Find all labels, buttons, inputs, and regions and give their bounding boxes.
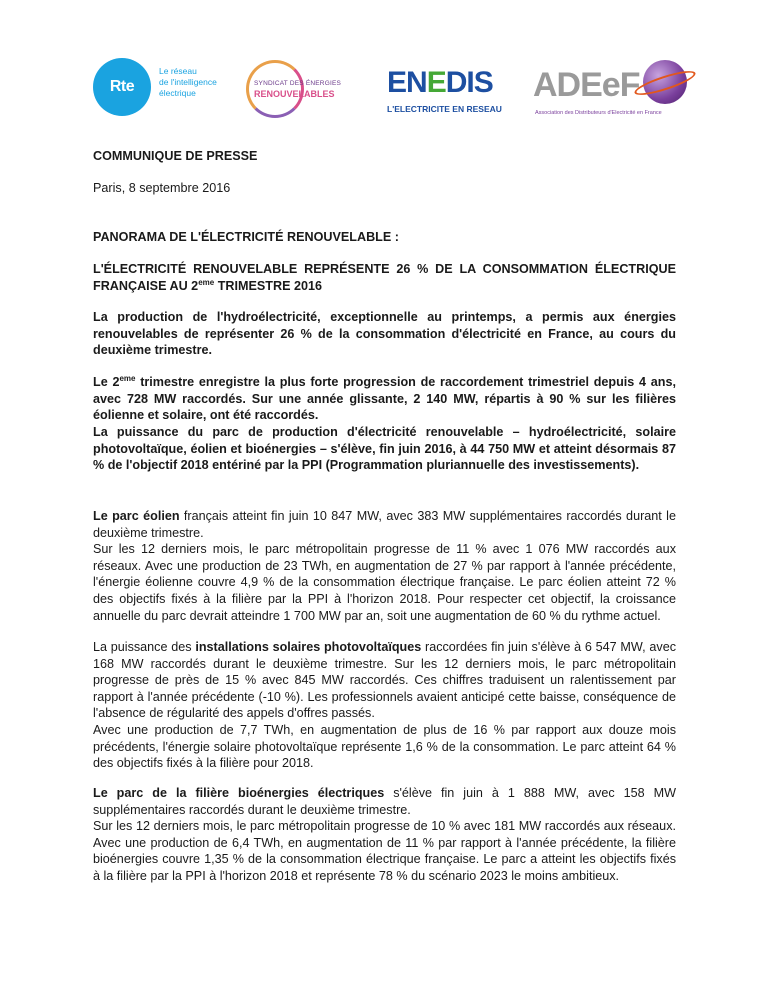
rte-logo bbox=[93, 58, 243, 122]
wind-intro-text: français atteint fin juin 10 847 MW, avec 383 MW supplémentaires raccordés durant le deuxième trimestre. bbox=[93, 509, 676, 540]
solar-intro-pre: La puissance des bbox=[93, 640, 196, 654]
solar-intro bbox=[93, 639, 676, 722]
rte-tagline-line: électrique bbox=[159, 88, 196, 98]
solar-details: Avec une production de 7,7 TWh, en augmentation de plus de 16 % par rapport aux douze mois précédents, l'énergie solaire photovoltaïque représente 1,6 % de la consommation. Le parc atteint 64 % des objectifs fixés à la filière pour 2018. bbox=[93, 722, 676, 771]
rte-tagline bbox=[159, 66, 217, 99]
highlight-superscript: eme bbox=[119, 374, 136, 383]
ser-logo bbox=[246, 60, 366, 120]
enedis-tagline: L'ELECTRICITE EN RESEAU bbox=[387, 104, 502, 114]
bioenergy-intro bbox=[93, 785, 676, 818]
bioenergy-intro-text: s'élève fin juin à 1 888 MW, avec 158 MW supplémentaires raccordés durant le deuxième trimestre. bbox=[93, 786, 676, 817]
highlight-paragraph bbox=[93, 374, 676, 424]
highlight-text-end: trimestre enregistre la plus forte progression de raccordement trimestriel depuis 4 ans, avec 728 MW raccordés. Sur une année glissante, 2 140 MW, répartis à 90 % sur les filières éolienne et solaire, ont été raccordés. bbox=[93, 375, 676, 423]
ser-logo-line1: SYNDICAT DES ÉNERGIES bbox=[254, 80, 342, 87]
document-title: PANORAMA DE L'ÉLECTRICITÉ RENOUVELABLE : bbox=[93, 230, 399, 244]
solar-section bbox=[93, 639, 676, 772]
wind-intro bbox=[93, 508, 676, 541]
document-label: COMMUNIQUE DE PRESSE bbox=[93, 149, 258, 163]
capacity-paragraph: La puissance du parc de production d'électricité renouvelable – hydroélectricité, solaire photovoltaïque, éolien et bioénergies – s'élève, fin juin 2016, à 44 750 MW et atteint désormais 87 % de l'objectif 2018 entériné par la PPI (Programmation pluriannuelle des investissements). bbox=[93, 425, 676, 473]
enedis-logo bbox=[385, 66, 510, 122]
lead-paragraph: La production de l'hydroélectricité, exceptionnelle au printemps, a permis aux énergies renouvelables de représenter 26 % de la consommation d'électricité en France, au cours du deuxième trimestre. bbox=[93, 310, 676, 358]
adeef-wordmark: ADEeF bbox=[533, 66, 640, 104]
solar-intro-text: raccordées fin juin s'élève à 6 547 MW, avec 168 MW raccordés durant le deuxième trimestre. Sur les 12 derniers mois, le parc métropolitain progresse de près de 15 % avec 845 MW raccordés. Ces chiffres traduisent un ralentissement par rapport à l'année précédente (-10 %). Les professionnels avaient anticipé cette baisse, conséquence de l'absence de régularité des appels d'offres passés. bbox=[93, 640, 676, 721]
headline-text: L'ÉLECTRICITÉ RENOUVELABLE REPRÉSENTE 26 % DE LA CONSOMMATION ÉLECTRIQUE FRANÇAISE AU 2 bbox=[93, 262, 676, 293]
enedis-wordmark bbox=[387, 66, 493, 100]
wind-heading: Le parc éolien bbox=[93, 509, 180, 523]
headline-text-end: TRIMESTRE 2016 bbox=[214, 278, 322, 293]
solar-heading: installations solaires photovoltaïques bbox=[195, 640, 422, 654]
headline bbox=[93, 261, 676, 294]
bioenergy-details: Sur les 12 derniers mois, le parc métropolitain progresse de 10 % avec 181 MW raccordés aux réseaux. Avec une production de 6,4 TWh, en augmentation de 11 % par rapport à l'année précédente, la filière bioénergies couvre 1,35 % de la consommation électrique française. Le parc a atteint les objectifs fixés à la filière par la PPI à l'horizon 2018 et représente 78 % du scénario 2023 le moins ambitieux. bbox=[93, 819, 676, 883]
adeef-logo bbox=[533, 60, 693, 122]
rte-tagline-line: de l'intelligence bbox=[159, 77, 217, 87]
headline-superscript: eme bbox=[198, 277, 215, 287]
highlight-text: Le 2 bbox=[93, 375, 120, 389]
enedis-wordmark-b: E bbox=[426, 66, 446, 99]
ser-logo-line2: RENOUVELABLES bbox=[254, 89, 335, 99]
dateline: Paris, 8 septembre 2016 bbox=[93, 181, 231, 195]
partner-logos bbox=[0, 58, 768, 128]
wind-details: Sur les 12 derniers mois, le parc métropolitain progresse de 11 % avec 1 076 MW raccordés aux réseaux. Avec une production de 23 TWh, en augmentation de 27 % par rapport à l'année précédente, l'énergie éolienne couvre 4,9 % de la consommation électrique française. Le parc éolien atteint 72 % des objectifs fixés à la filière par la PPI à l'horizon 2018. Pour respecter cet objectif, la croissance annuelle du parc devrait atteindre 1 700 MW par an, soit une augmentation de 60 % du rythme actuel. bbox=[93, 542, 676, 623]
enedis-wordmark-a: EN bbox=[387, 66, 427, 99]
adeef-tagline: Association des Distributeurs d'Electricité en France bbox=[535, 110, 662, 116]
bioenergy-section bbox=[93, 785, 676, 885]
wind-section bbox=[93, 508, 676, 624]
rte-logo-mark: Rte bbox=[93, 58, 151, 116]
bioenergy-heading: Le parc de la filière bioénergies électriques bbox=[93, 786, 385, 800]
rte-tagline-line: Le réseau bbox=[159, 66, 197, 76]
enedis-wordmark-c: DIS bbox=[445, 66, 493, 99]
